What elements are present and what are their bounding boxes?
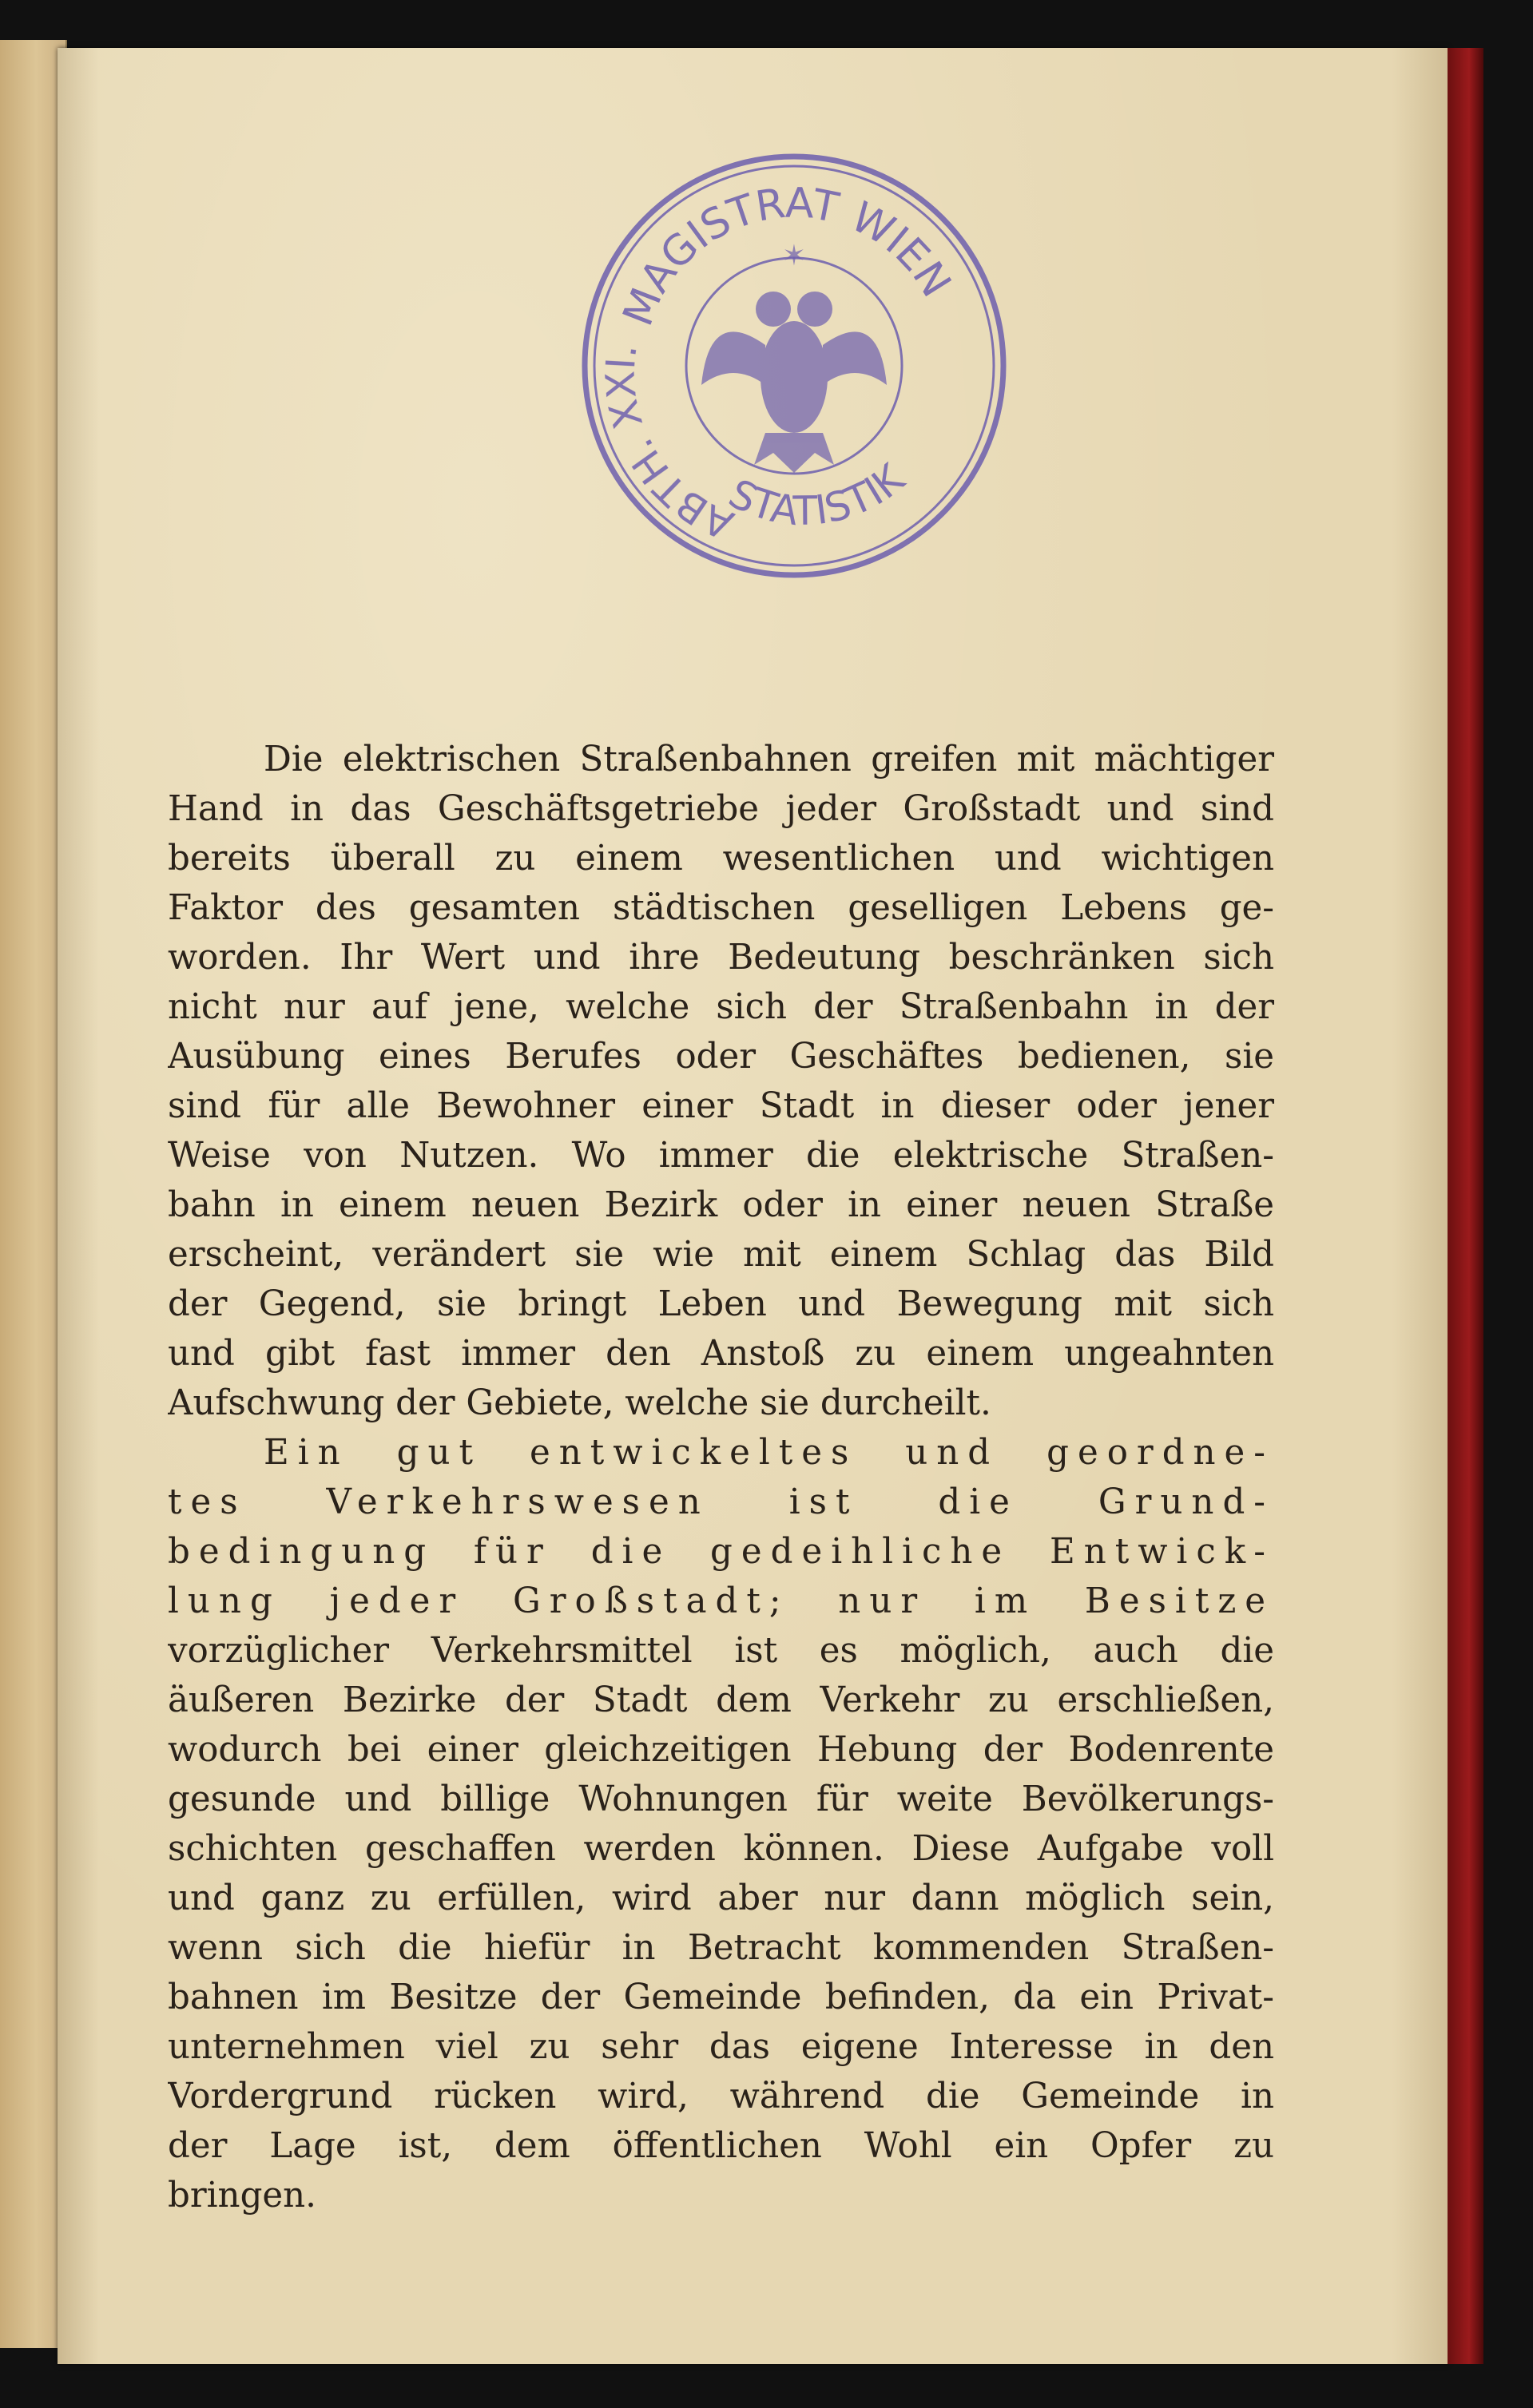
text-line: und gibt fast immer den Anstoß zu einem ungeahnten [168, 1334, 1274, 1374]
text-line: bahn in einem neuen Bezirk oder in einer neuen Straße [168, 1185, 1274, 1225]
text-line: erscheint, verändert sie wie mit einem Schlag das Bild [168, 1235, 1274, 1275]
double-eagle-icon [701, 240, 887, 473]
text-line: Faktor des gesamten städtischen geselligen Lebens ge- [168, 888, 1274, 928]
svg-text:✶: ✶ [781, 240, 807, 272]
text-line: Ausübung eines Berufes oder Geschäftes bedienen, sie [168, 1037, 1274, 1077]
text-line: äußeren Bezirke der Stadt dem Verkehr zu erschließen, [168, 1680, 1274, 1720]
text-line-spaced: tes Verkehrswesen ist die Grund- [168, 1482, 1274, 1522]
text-line: schichten geschaffen werden können. Diese Aufgabe voll [168, 1829, 1274, 1869]
text-line: der Gegend, sie bringt Leben und Bewegung mit sich [168, 1284, 1274, 1324]
svg-text:STATISTIK [721, 454, 913, 534]
text-line: Aufschwung der Gebiete, welche sie durcheilt. [168, 1383, 991, 1423]
text-line: worden. Ihr Wert und ihre Bedeutung beschränken sich [168, 938, 1274, 978]
text-line: der Lage ist, dem öffentlichen Wohl ein Opfer zu [168, 2126, 1274, 2166]
text-line: vorzüglicher Verkehrsmittel ist es möglich, auch die [168, 1631, 1274, 1671]
text-line: bereits überall zu einem wesentlichen und wichtigen [168, 839, 1274, 879]
text-line: Die elektrischen Straßenbahnen greifen mit mächtiger [264, 740, 1274, 780]
text-line: gesunde und billige Wohnungen für weite Bevölkerungs- [168, 1779, 1274, 1819]
text-line: wenn sich die hiefür in Betracht kommenden Straßen- [168, 1928, 1274, 1968]
text-line: unternehmen viel zu sehr das eigene Interesse in den [168, 2027, 1274, 2067]
text-line: sind für alle Bewohner einer Stadt in dieser oder jener [168, 1086, 1274, 1126]
magistrat-stamp [574, 145, 1015, 586]
text-line: bahnen im Besitze der Gemeinde befinden, da ein Privat- [168, 1978, 1274, 2017]
text-line: Vordergrund rücken wird, während die Gemeinde in [168, 2077, 1274, 2116]
text-line: wodurch bei einer gleichzeitigen Hebung der Bodenrente [168, 1730, 1274, 1770]
stamp-left-text: ABTH. XXI. [597, 340, 741, 549]
text-line-spaced: bedingung für die gedeihliche Entwick- [168, 1532, 1274, 1572]
text-line-spaced: Ein gut entwickeltes und geordne- [264, 1433, 1274, 1473]
stamp-bottom-text: STATISTIK [721, 454, 913, 534]
text-line: Weise von Nutzen. Wo immer die elektrische Straßen- [168, 1136, 1274, 1176]
text-line: und ganz zu erfüllen, wird aber nur dann möglich sein, [168, 1878, 1274, 1918]
stamp-top-text: MAGISTRAT WIEN [614, 179, 960, 333]
book-cover-edge [1448, 48, 1483, 2364]
text-line: Hand in das Geschäftsgetriebe jeder Großstadt und sind [168, 789, 1274, 829]
text-line-spaced: lung jeder Großstadt; nur im Besitze [168, 1581, 1274, 1621]
text-line: bringen. [168, 2176, 317, 2216]
body-text [168, 735, 1274, 2220]
text-line: nicht nur auf jene, welche sich der Straßenbahn in der [168, 987, 1274, 1027]
